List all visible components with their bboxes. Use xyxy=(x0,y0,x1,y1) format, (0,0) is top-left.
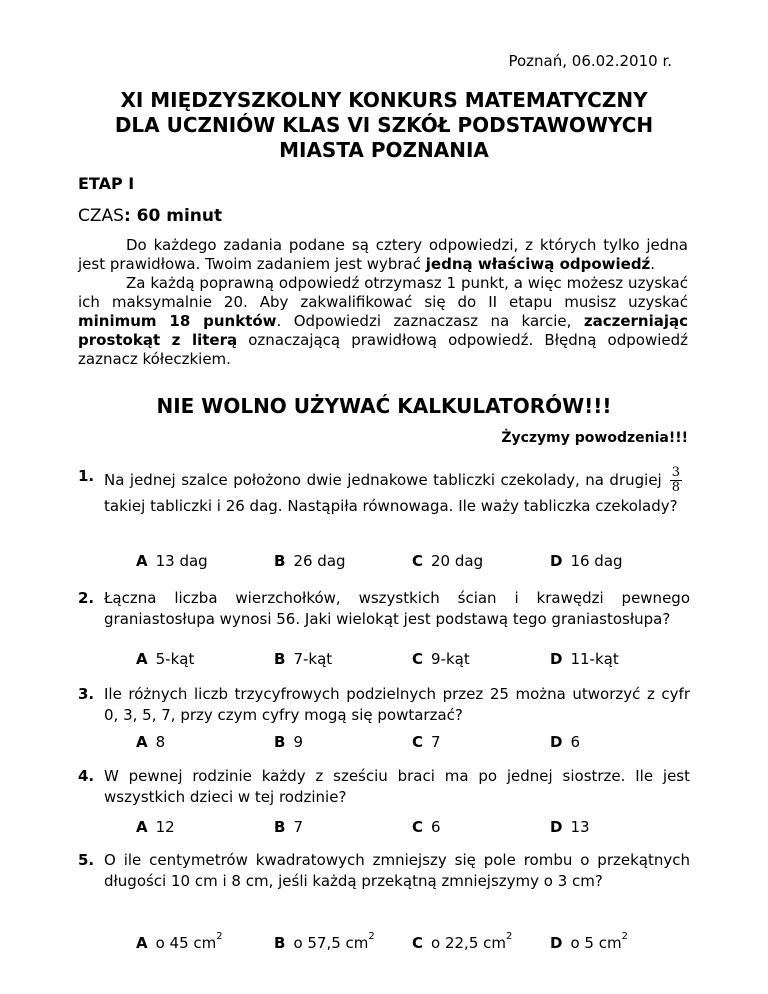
question-text: W pewnej rodzinie każdy z sześciu braci ma po jednej siostrze. Ile jest wszystkich dzieci w tej rodzinie? xyxy=(104,767,690,806)
answer-letter: D xyxy=(550,934,563,952)
answer-letter: A xyxy=(136,934,148,952)
instructions-emphasis: minimum 18 punktów xyxy=(78,312,277,330)
answer-d[interactable] xyxy=(550,650,619,668)
question-number: 3. xyxy=(78,685,95,703)
instructions-text: . xyxy=(650,255,656,273)
answer-b[interactable] xyxy=(274,650,332,668)
answer-letter: D xyxy=(550,552,563,570)
answer-letter: C xyxy=(412,552,424,570)
title-line-2: DLA UCZNIÓW KLAS VI SZKÓŁ PODSTAWOWYCH xyxy=(114,113,654,137)
question-text: Ile różnych liczb trzycyfrowych podzielnych przez 25 można utworzyć z cyfr 0, 3, 5, 7, przy czym cyfry mogą się powtarzać? xyxy=(104,685,690,724)
document-date: Poznań, 06.02.2010 r. xyxy=(508,52,672,70)
answer-letter: B xyxy=(274,934,286,952)
stage-label: ETAP I xyxy=(78,174,135,193)
answer-text: o 22,5 cm xyxy=(431,934,506,952)
answer-letter: C xyxy=(412,934,424,952)
answer-letter: B xyxy=(274,552,286,570)
answer-text: 7 xyxy=(431,733,441,751)
fraction-numerator: 3 xyxy=(671,465,680,480)
answer-text: o 57,5 cm xyxy=(293,934,369,952)
answer-c[interactable] xyxy=(412,552,483,570)
answer-a[interactable] xyxy=(136,931,223,952)
answer-text: 12 xyxy=(155,818,175,836)
fraction-denominator: 8 xyxy=(671,480,680,495)
instructions-paragraph-2 xyxy=(78,274,688,369)
instructions-paragraph-1 xyxy=(78,236,688,274)
calculator-warning: NIE WOLNO UŻYWAĆ KALKULATORÓW!!! xyxy=(156,394,612,418)
fraction xyxy=(670,466,682,495)
time-limit xyxy=(78,206,222,226)
exponent: 2 xyxy=(368,931,375,942)
answer-letter: B xyxy=(274,818,286,836)
answer-letter: B xyxy=(274,733,286,751)
answer-text: 5-kąt xyxy=(155,650,195,668)
time-value: : 60 minut xyxy=(123,206,223,226)
answer-text: 6 xyxy=(431,818,441,836)
answer-text: o 45 cm xyxy=(155,934,217,952)
question-number: 2. xyxy=(78,589,95,607)
answer-letter: C xyxy=(412,650,424,668)
instructions-emphasis: zaczerniając prostokąt z literą xyxy=(78,312,688,349)
exponent: 2 xyxy=(621,931,628,942)
instructions-text: . Odpowiedzi zaznaczasz na karcie, xyxy=(276,312,584,330)
answer-a[interactable] xyxy=(136,650,194,668)
question-text-part: Na jednej szalce położono dwie jednakowe tabliczki czekolady, na drugiej xyxy=(104,471,662,489)
instructions-text: oznaczającą prawidłową odpowiedź. Błędną odpowiedź zaznacz kółeczkiem. xyxy=(78,331,689,368)
answer-text: 11-kąt xyxy=(570,650,619,668)
contest-title xyxy=(0,88,768,163)
answer-letter: A xyxy=(136,552,148,570)
question-3 xyxy=(78,684,690,726)
exponent: 2 xyxy=(216,931,223,942)
title-line-1: XI MIĘDZYSZKOLNY KONKURS MATEMATYCZNY xyxy=(120,88,648,112)
answer-text: 6 xyxy=(570,733,580,751)
answer-letter: D xyxy=(550,650,563,668)
answer-letter: B xyxy=(274,650,286,668)
question-number: 1. xyxy=(78,467,95,485)
answer-letter: C xyxy=(412,818,424,836)
question-2 xyxy=(78,588,690,630)
answer-text: 20 dag xyxy=(431,552,484,570)
answer-text: 8 xyxy=(155,733,166,751)
question-number: 5. xyxy=(78,851,95,869)
answer-letter: C xyxy=(412,733,424,751)
answer-d[interactable] xyxy=(550,733,580,751)
answer-text: 13 xyxy=(570,818,590,836)
answer-text: o 5 cm xyxy=(570,934,622,952)
answer-c[interactable] xyxy=(412,818,441,836)
answer-c[interactable] xyxy=(412,931,513,952)
instructions-text: Za każdą poprawną odpowiedź otrzymasz 1 punkt, a więc możesz uzyskać ich maksymalnie 20. Aby zakwalifikować się do II etapu musisz uzyskać xyxy=(78,274,688,311)
answer-letter: A xyxy=(136,733,148,751)
title-line-3: MIASTA POZNANIA xyxy=(279,138,489,162)
answer-a[interactable] xyxy=(136,552,208,570)
answer-text: 16 dag xyxy=(570,552,623,570)
answer-a[interactable] xyxy=(136,733,165,751)
answer-b[interactable] xyxy=(274,733,303,751)
question-text: O ile centymetrów kwadratowych zmniejszy się pole rombu o przekątnych długości 10 cm i 8 cm, jeśli każdą przekątną zmniejszymy o 3 cm? xyxy=(104,851,690,890)
answer-b[interactable] xyxy=(274,552,346,570)
question-text xyxy=(104,466,690,518)
question-4 xyxy=(78,766,690,808)
answer-letter: A xyxy=(136,650,148,668)
answer-b[interactable] xyxy=(274,931,375,952)
answer-text: 7 xyxy=(293,818,303,836)
answer-d[interactable] xyxy=(550,931,628,952)
answer-text: 7-kąt xyxy=(293,650,333,668)
question-text-part: takiej tabliczki i 26 dag. Nastąpiła równowaga. Ile waży tabliczka czekolady? xyxy=(104,497,678,515)
answer-letter: A xyxy=(136,818,148,836)
exponent: 2 xyxy=(506,931,513,942)
time-label: CZAS xyxy=(78,206,124,226)
answer-letter: D xyxy=(550,818,563,836)
question-number: 4. xyxy=(78,767,95,785)
instructions xyxy=(78,236,688,369)
answer-b[interactable] xyxy=(274,818,303,836)
answer-d[interactable] xyxy=(550,552,623,570)
instructions-text: Do każdego zadania podane są cztery odpowiedzi, z których tylko jedna jest prawidłowa. Twoim zadaniem jest wybrać xyxy=(78,236,688,273)
question-text: Łączna liczba wierzchołków, wszystkich ścian i krawędzi pewnego graniastosłupa wynosi 56. Jaki wielokąt jest podstawą tego graniastosłupa? xyxy=(104,589,690,628)
answer-c[interactable] xyxy=(412,650,470,668)
answer-text: 9 xyxy=(293,733,303,751)
answer-d[interactable] xyxy=(550,818,590,836)
answer-text: 9-kąt xyxy=(431,650,470,668)
question-5 xyxy=(78,850,690,892)
answer-text: 13 dag xyxy=(155,552,208,570)
answer-a[interactable] xyxy=(136,818,175,836)
good-luck: Życzymy powodzenia!!! xyxy=(501,430,688,446)
answer-c[interactable] xyxy=(412,733,441,751)
answer-text: 26 dag xyxy=(293,552,346,570)
instructions-emphasis: jedną właściwą odpowiedź xyxy=(425,255,651,273)
question-1 xyxy=(78,466,690,518)
answer-letter: D xyxy=(550,733,563,751)
